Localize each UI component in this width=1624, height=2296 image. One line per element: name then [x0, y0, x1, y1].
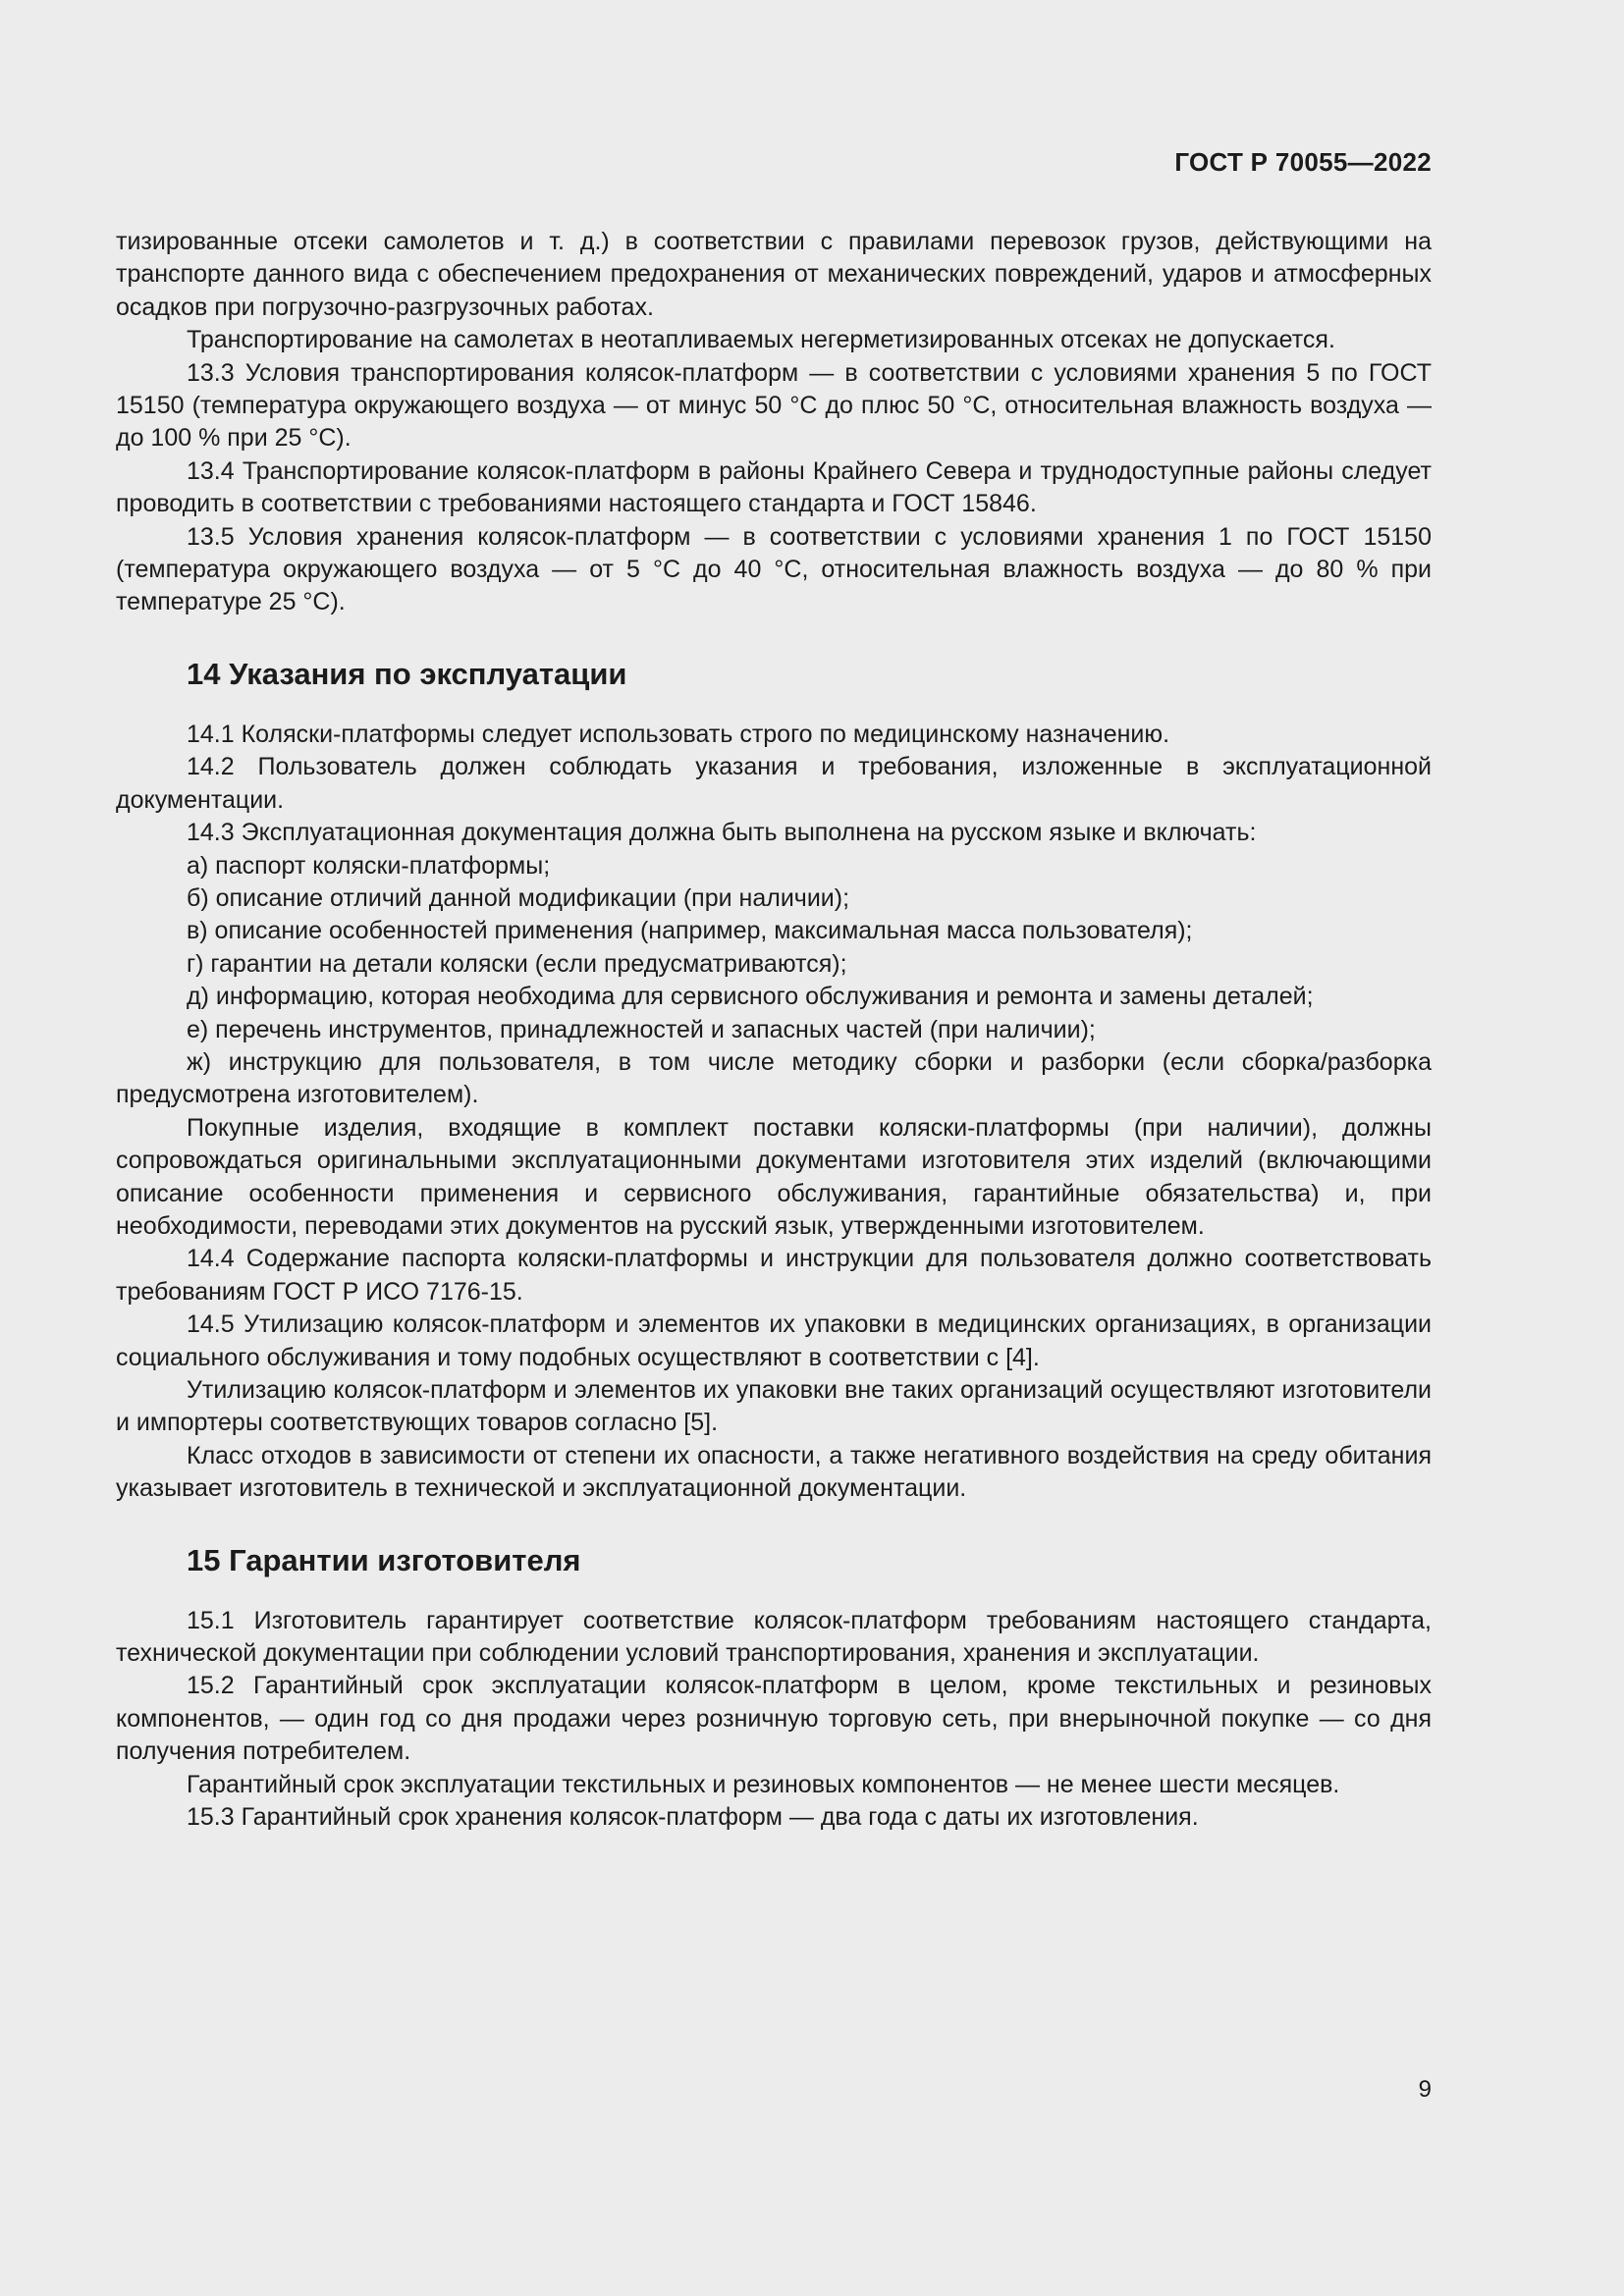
paragraph: Гарантийный срок эксплуатации текстильных и резиновых компонентов — не менее шести месяцев. — [187, 1770, 1340, 1798]
paragraph-13-5: 13.5 Условия хранения колясок-платформ — в соответствии с условиями хранения 1 по ГОСТ 15150 (температура окружающего воздуха — от 5 °С до 40 °С, относительная влажность воздуха — до 80 % при температуре 25 °С). — [116, 522, 1432, 616]
list-item: е) перечень инструментов, принадлежностей и запасных частей (при наличии); — [187, 1015, 1096, 1043]
section-heading-15: 15 Гарантии изготовителя — [187, 1542, 581, 1577]
list-item: б) описание отличий данной модификации (при наличии); — [187, 883, 850, 912]
list-item: ж) инструкцию для пользователя, в том числе методику сборки и разборки (если сборка/разборка предусмотрена изготовителем). — [116, 1047, 1432, 1109]
paragraph-13-3: 13.3 Условия транспортирования колясок-платформ — в соответствии с условиями хранения 5 по ГОСТ 15150 (температура окружающего воздуха — от минус 50 °С до плюс 50 °С, относительная влажность воздуха — до 100 % при 25 °С). — [116, 358, 1432, 453]
paragraph-14-2: 14.2 Пользователь должен соблюдать указания и требования, изложенные в эксплуатационной документации. — [116, 753, 1432, 814]
document-body — [116, 226, 1432, 1834]
paragraph-15-3: 15.3 Гарантийный срок хранения колясок-платформ — два года с даты их изготовления. — [187, 1803, 1199, 1832]
document-page — [116, 0, 1432, 2296]
paragraph-15-2: 15.2 Гарантийный срок эксплуатации колясок-платформ в целом, кроме текстильных и резиновых компонентов, — один год со дня продажи через розничную торговую сеть, при внерыночной покупке — со дня получения потребителем. — [116, 1672, 1432, 1766]
paragraph-14-3: 14.3 Эксплуатационная документация должна быть выполнена на русском языке и включать: — [187, 819, 1257, 847]
paragraph-14-1: 14.1 Коляски-платформы следует использовать строго по медицинскому назначению. — [187, 720, 1170, 748]
paragraph-14-5: 14.5 Утилизацию колясок-платформ и элементов их упаковки в медицинских организациях, в организации социального обслуживания и тому подобных осуществляют в соответствии с [4]. — [116, 1310, 1432, 1371]
page-number: 9 — [1418, 2076, 1432, 2103]
paragraph: Класс отходов в зависимости от степени их опасности, а также негативного воздействия на среду обитания указывает изготовитель в технической и эксплуатационной документации. — [116, 1441, 1432, 1503]
section-heading-14: 14 Указания по эксплуатации — [187, 656, 627, 691]
paragraph: тизированные отсеки самолетов и т. д.) в соответствии с правилами перевозок грузов, действующими на транспорте данного вида с обеспечением предохранения от механических повреждений, ударов и атмосферных осадков при погрузочно-разгрузочных работах. — [116, 228, 1432, 321]
paragraph: Транспортирование на самолетах в неотапливаемых негерметизированных отсеках не допускается. — [187, 326, 1335, 354]
list-item: в) описание особенностей применения (например, максимальная масса пользователя); — [187, 917, 1193, 945]
document-header-id: ГОСТ Р 70055—2022 — [1174, 147, 1432, 177]
list-item: а) паспорт коляски-платформы; — [187, 851, 551, 880]
list-item: г) гарантии на детали коляски (если предусматриваются); — [187, 949, 847, 978]
list-item: д) информацию, которая необходима для сервисного обслуживания и ремонта и замены деталей; — [187, 983, 1314, 1011]
paragraph: Покупные изделия, входящие в комплект поставки коляски-платформы (при наличии), должны сопровождаться оригинальными эксплуатационными документами изготовителя этих изделий (включающими описание особенности применения и сервисного обслуживания, гарантийные обязательства) и, при необходимости, переводами этих документов на русский язык, утвержденными изготовителем. — [116, 1113, 1432, 1240]
paragraph: Утилизацию колясок-платформ и элементов их упаковки вне таких организаций осуществляют изготовители и импортеры соответствующих товаров согласно [5]. — [116, 1376, 1432, 1437]
paragraph-14-4: 14.4 Содержание паспорта коляски-платформы и инструкции для пользователя должно соответствовать требованиям ГОСТ Р ИСО 7176-15. — [116, 1245, 1432, 1306]
paragraph-13-4: 13.4 Транспортирование колясок-платформ в районы Крайнего Севера и труднодоступные районы следует проводить в соответствии с требованиями настоящего стандарта и ГОСТ 15846. — [116, 456, 1432, 518]
paragraph-15-1: 15.1 Изготовитель гарантирует соответствие колясок-платформ требованиям настоящего стандарта, технической документации при соблюдении условий транспортирования, хранения и эксплуатации. — [116, 1606, 1432, 1668]
